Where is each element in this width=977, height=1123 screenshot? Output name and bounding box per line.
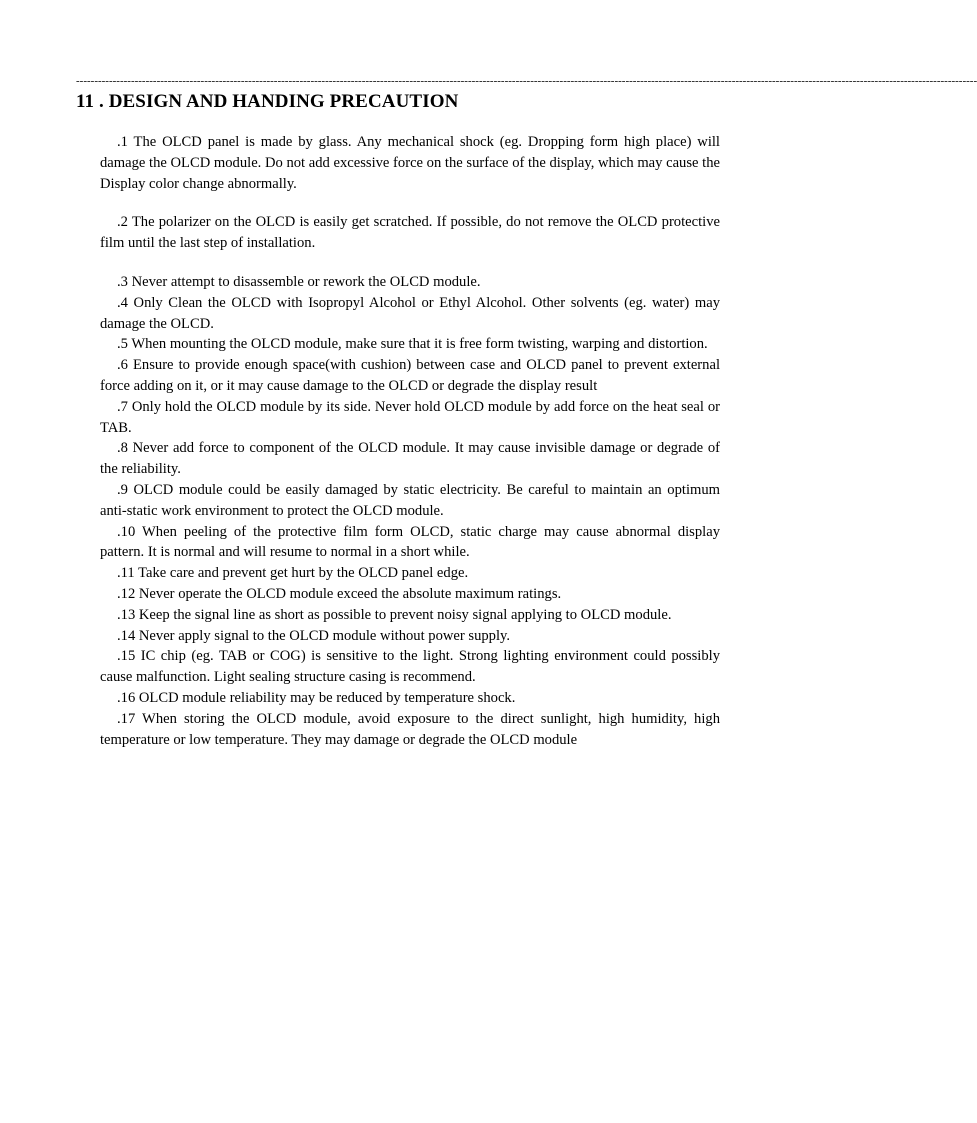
- precaution-item-14: .14 Never apply signal to the OLCD module without power supply.: [117, 627, 511, 644]
- precaution-item-7: .7 Only hold the OLCD module by its side. Never hold OLCD module by add force on the heat seal or TAB.: [100, 398, 720, 436]
- precaution-item-15: .15 IC chip (eg. TAB or COG) is sensitive to the light. Strong lighting environment could possibly cause malfunction. Light sealing structure casing is recommend.: [100, 648, 720, 686]
- precaution-item-13: .13 Keep the signal line as short as possible to prevent noisy signal applying to OLCD module.: [117, 606, 672, 623]
- precaution-item-11: .11 Take care and prevent get hurt by the OLCD panel edge.: [117, 565, 469, 582]
- precaution-item-10: .10 When peeling of the protective film form OLCD, static charge may cause abnormal display pattern. It is normal and will resume to normal in a short while.: [100, 523, 720, 561]
- precaution-list: [100, 132, 720, 750]
- precaution-item-8: .8 Never add force to component of the OLCD module. It may cause invisible damage or degrade of the reliability.: [100, 440, 720, 478]
- precaution-item-12: .12 Never operate the OLCD module exceed the absolute maximum ratings.: [117, 585, 562, 602]
- precaution-item-16: .16 OLCD module reliability may be reduced by temperature shock.: [117, 689, 516, 706]
- section-title: 11 . DESIGN AND HANDING PRECAUTION: [76, 91, 459, 112]
- precaution-item-4: .4 Only Clean the OLCD with Isopropyl Alcohol or Ethyl Alcohol. Other solvents (eg. water) may damage the OLCD.: [100, 294, 720, 332]
- precaution-item-6: .6 Ensure to provide enough space(with cushion) between case and OLCD panel to prevent external force adding on it, or it may cause damage to the OLCD or degrade the display result: [100, 357, 720, 394]
- precaution-item-9: .9 OLCD module could be easily damaged by static electricity. Be careful to maintain an optimum anti-static work environment to protect the OLCD module.: [100, 481, 720, 519]
- precaution-item-1: .1 The OLCD panel is made by glass. Any mechanical shock (eg. Dropping form high place) will damage the OLCD module. Do not add excessive force on the surface of the display, which may cause the Display color change abnormally.: [100, 134, 720, 192]
- precaution-item-2: .2 The polarizer on the OLCD is easily get scratched. If possible, do not remove the OLCD protective film until the last step of installation.: [100, 214, 720, 252]
- header-dashed-rule: ------------------------------------------------------------------------------------------------------------------------------------------------------------------------------------------------------------------------------------------------------: [76, 75, 977, 87]
- precaution-item-17: .17 When storing the OLCD module, avoid exposure to the direct sunlight, high humidity, high temperature or low temperature. They may damage or degrade the OLCD module: [100, 710, 720, 748]
- precaution-item-5: .5 When mounting the OLCD module, make sure that it is free form twisting, warping and distortion.: [117, 336, 708, 353]
- precaution-item-3: .3 Never attempt to disassemble or rework the OLCD module.: [117, 273, 481, 290]
